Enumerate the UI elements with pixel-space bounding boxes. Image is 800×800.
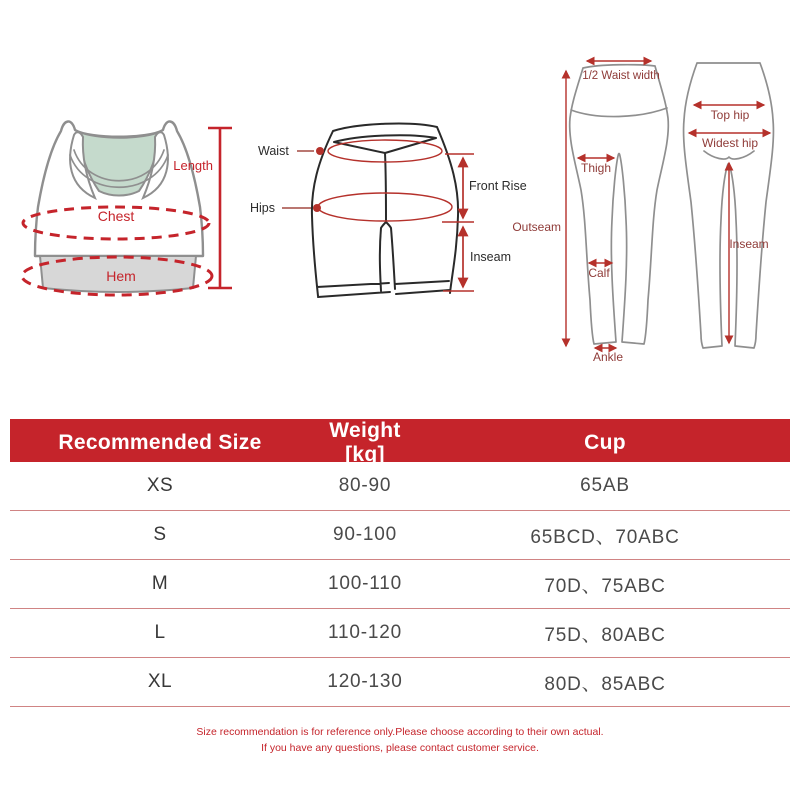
table-row — [10, 560, 790, 609]
bra-length-label: Length — [173, 158, 213, 173]
table-row — [10, 658, 790, 707]
cup-cell: 70D、75ABC — [544, 575, 666, 597]
weight-cell: 80-90 — [338, 475, 392, 496]
weight-cell: 90-100 — [333, 524, 397, 545]
bra-diagram — [22, 121, 232, 295]
footer-note-line2: If you have any questions, please contact customer service. — [261, 742, 539, 754]
header-cup: Cup — [584, 431, 626, 454]
shorts-waist-dot — [316, 147, 324, 155]
leggings-inseam-label: Inseam — [729, 237, 769, 251]
footer-note-line1: Size recommendation is for reference only.Please choose according to their own actual. — [196, 726, 604, 738]
cup-cell: 65AB — [580, 475, 630, 496]
calf-label: Calf — [588, 266, 610, 280]
table-row — [10, 462, 790, 511]
weight-cell: 120-130 — [327, 671, 403, 692]
leggings-front-outline — [570, 65, 669, 344]
widest-hip-label: Widest hip — [701, 136, 759, 150]
shorts-hips-dot — [313, 204, 321, 212]
thigh-label: Thigh — [580, 161, 612, 175]
size-cell: M — [151, 573, 169, 594]
bra-length-line — [208, 128, 232, 288]
shorts-diagram — [250, 124, 527, 297]
ankle-label: Ankle — [592, 350, 624, 364]
bra-chest-label: Chest — [97, 208, 135, 224]
footer-notes — [0, 724, 800, 756]
table-row — [10, 511, 790, 560]
half-waist-label: 1/2 Waist width — [582, 70, 660, 82]
bra-hem-label: Hem — [106, 268, 136, 284]
leggings-back-diagram — [684, 63, 774, 348]
shorts-inseam-label: Inseam — [470, 250, 511, 264]
size-cell: XL — [147, 671, 173, 692]
outseam-label: Outseam — [512, 220, 561, 234]
shorts-front-rise-label: Front Rise — [469, 179, 527, 193]
cup-cell: 75D、80ABC — [544, 624, 666, 646]
size-cell: S — [153, 524, 167, 545]
shorts-waist-label: Waist — [258, 144, 289, 158]
leggings-front-diagram — [512, 61, 668, 364]
size-table — [10, 419, 790, 707]
table-row — [10, 609, 790, 658]
size-cell: XS — [146, 475, 174, 496]
cup-cell: 80D、85ABC — [544, 673, 666, 695]
shorts-hips-label: Hips — [250, 201, 276, 215]
weight-cell: 100-110 — [328, 573, 402, 594]
weight-cell: 110-120 — [328, 622, 402, 643]
cup-cell: 65BCD、70ABC — [530, 526, 680, 548]
top-hip-label: Top hip — [710, 108, 750, 122]
size-cell: L — [154, 622, 166, 643]
header-recommended-size: Recommended Size — [58, 431, 262, 454]
shorts-measure-ticks — [442, 154, 474, 291]
shorts-outline — [312, 124, 458, 297]
table-header-row — [10, 419, 790, 466]
header-weight: Weight [kg] — [329, 419, 401, 466]
